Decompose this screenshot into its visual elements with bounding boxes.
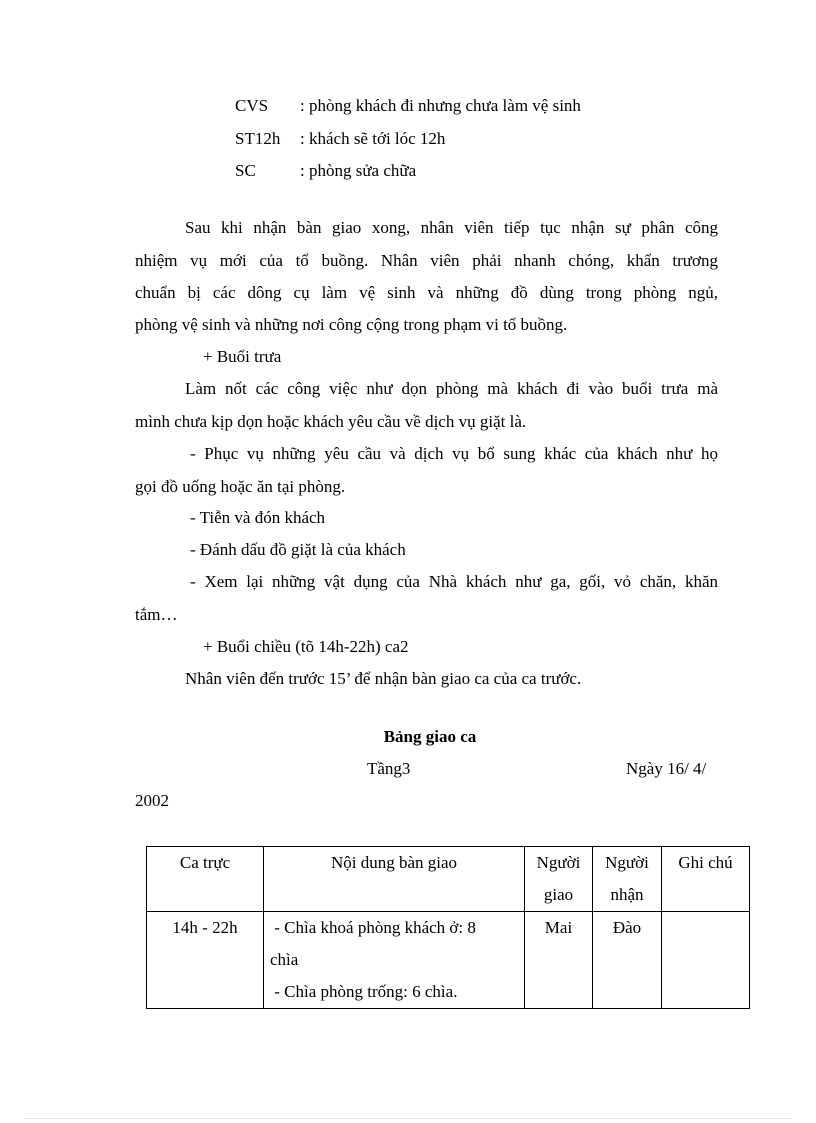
- paragraph-line: Nhân viên đến trước 15’ để nhận bàn giao ca của ca trước.: [185, 669, 582, 688]
- header-receiver: [593, 847, 662, 912]
- content-line: - Chìa phòng trống: 6 chìa.: [270, 982, 458, 1001]
- bullet-item: - Đánh dấu đồ giặt là của khách: [190, 540, 406, 559]
- abbreviation-description: : phòng sửa chữa: [300, 161, 417, 180]
- abbreviation-description: : phòng khách đi nhưng chưa làm vệ sinh: [300, 96, 581, 115]
- handover-table: [146, 846, 750, 1009]
- header-shift: Ca trực: [147, 847, 264, 912]
- content-line: - Chìa khoá phòng khách ở: 8: [270, 918, 476, 937]
- content-line: chìa: [270, 950, 299, 969]
- header-giver: [525, 847, 593, 912]
- bullet-item: - Tiễn và đón khách: [190, 508, 326, 527]
- abbreviation-code: ST12h: [235, 129, 281, 148]
- header-giver-line: Người: [536, 853, 581, 872]
- header-receiver-line: Người: [605, 853, 649, 872]
- header-note: Ghi chú: [662, 847, 750, 912]
- paragraph-line: mình chưa kịp dọn hoặc khách yêu cầu về dịch vụ giặt là.: [135, 412, 527, 431]
- cell-giver: Mai: [525, 912, 593, 1009]
- table-header-row: [147, 847, 750, 912]
- section-heading-noon: + Buổi trưa: [203, 347, 282, 366]
- cell-content: [264, 912, 525, 1009]
- page-bottom-divider: [25, 1118, 791, 1119]
- paragraph-line: Sau khi nhận bàn giao xong, nhân viên tiếp tục nhận sự phân công: [185, 218, 718, 237]
- paragraph-line: chuẩn bị các dông cụ làm vệ sinh và những đồ dùng trong phòng ngủ,: [135, 283, 718, 302]
- paragraph-line: gọi đồ uống hoặc ăn tại phòng.: [135, 477, 346, 496]
- floor-label: Tầng3: [367, 759, 411, 778]
- paragraph-line: Làm nốt các công việc như dọn phòng mà khách đi vào buổi trưa mà: [185, 379, 718, 398]
- paragraph-line: - Xem lại những vật dụng của Nhà khách như ga, gối, vỏ chăn, khăn: [190, 572, 718, 591]
- abbreviation-code: CVS: [235, 96, 269, 115]
- date-label: Ngày 16/ 4/: [626, 759, 707, 778]
- abbreviation-description: : khách sẽ tới lóc 12h: [300, 129, 446, 148]
- section-heading-afternoon: + Buổi chiều (tõ 14h-22h) ca2: [203, 637, 409, 656]
- header-content: Nội dung bàn giao: [264, 847, 525, 912]
- cell-note: [662, 912, 750, 1009]
- cell-shift: 14h - 22h: [147, 912, 264, 1009]
- paragraph-line: phòng vệ sinh và những nơi công cộng trong phạm vi tổ buồng.: [135, 315, 568, 334]
- paragraph-line: - Phục vụ những yêu cầu và dịch vụ bổ sung khác của khách như họ: [190, 444, 718, 463]
- paragraph-line: tắm…: [135, 605, 178, 624]
- header-receiver-line: nhận: [610, 885, 644, 904]
- abbreviation-code: SC: [235, 161, 256, 180]
- date-year: 2002: [135, 791, 169, 810]
- table-title: Bảng giao ca: [383, 727, 477, 746]
- paragraph-line: nhiệm vụ mới của tổ buồng. Nhân viên phải nhanh chóng, khẩn trương: [135, 251, 718, 270]
- table-row: [147, 912, 750, 1009]
- header-giver-line: giao: [543, 885, 574, 904]
- cell-receiver: Đào: [593, 912, 662, 1009]
